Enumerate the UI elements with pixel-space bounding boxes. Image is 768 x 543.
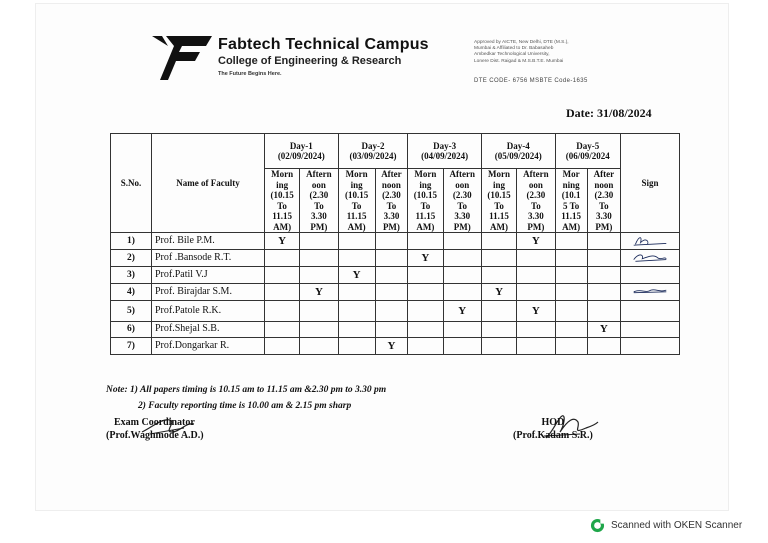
sign-cell: [621, 284, 680, 301]
table-row: [111, 233, 680, 250]
duty-cell: [408, 233, 443, 250]
faculty-name: Prof.Shejal S.B.: [152, 322, 265, 338]
slot-header: [338, 169, 375, 233]
duty-cell: [300, 301, 338, 322]
row-sno: 7): [111, 338, 152, 355]
slot-line: (10.15: [344, 190, 369, 200]
slot-line: To: [386, 200, 397, 211]
approval-text: [474, 40, 664, 65]
duty-cell: [265, 250, 300, 267]
duty-cell: [265, 322, 300, 338]
duty-cell: [587, 301, 620, 322]
slot-line: AM): [416, 221, 435, 232]
duty-cell: [265, 284, 300, 301]
duty-cell: Y: [300, 284, 338, 301]
table-row: [111, 301, 680, 322]
institute-codes: DTE CODE- 6756 MSBTE Code-1635: [474, 78, 588, 84]
document-date: Date: 31/08/2024: [566, 106, 652, 120]
faculty-name: Prof. Bile P.M.: [152, 233, 265, 250]
duty-cell: [481, 301, 516, 322]
duty-cell: [300, 250, 338, 267]
slot-line: ing: [276, 179, 289, 190]
duty-cell: [265, 267, 300, 284]
day-date: (04/09/2024): [421, 151, 469, 161]
duty-cell: [408, 322, 443, 338]
slot-line: 11.15: [415, 211, 436, 221]
slot-line: AM): [347, 221, 366, 232]
slot-line: 3.30: [595, 211, 612, 221]
slot-line: ing: [419, 179, 432, 190]
row-sno: 4): [111, 284, 152, 301]
exam-coordinator-title: Exam Coordinator: [114, 417, 195, 428]
slot-header: [408, 169, 443, 233]
duty-cell: Y: [443, 301, 481, 322]
table-row: [111, 284, 680, 301]
hod-block: [513, 416, 593, 442]
slot-line: Aftern: [523, 169, 549, 179]
slot-line: Morn: [271, 169, 294, 179]
duty-cell: [338, 233, 375, 250]
slot-line: 3.30: [454, 211, 471, 221]
day-label: Day-2: [361, 140, 385, 151]
slot-line: (10.15: [270, 190, 294, 200]
slot-line: To: [277, 200, 287, 211]
slot-header: [517, 169, 555, 233]
duty-cell: [481, 338, 516, 355]
duty-cell: [375, 284, 408, 301]
duty-cell: [408, 267, 443, 284]
table-row: [111, 322, 680, 338]
duty-cell: [481, 322, 516, 338]
schedule-table: [110, 133, 680, 355]
duty-cell: [517, 267, 555, 284]
exam-coordinator-block: [106, 416, 204, 442]
duty-cell: [300, 338, 338, 355]
duty-cell: [517, 284, 555, 301]
slot-line: (2.30: [309, 190, 329, 200]
slot-line: AM): [490, 221, 509, 232]
approval-line: Mumbai & Affiliated to Dr. Babasaheb: [474, 46, 554, 52]
duty-cell: [338, 338, 375, 355]
duty-cell: [587, 250, 620, 267]
duty-cell: [481, 267, 516, 284]
duty-cell: [443, 322, 481, 338]
slot-line: (2.30: [452, 190, 472, 200]
slot-line: Morn: [488, 169, 511, 179]
duty-cell: Y: [408, 250, 443, 267]
institute-name: Fabtech Technical Campus: [218, 36, 429, 53]
slot-line: noon: [381, 179, 401, 190]
slot-line: 3.30: [383, 211, 400, 221]
duty-cell: [587, 338, 620, 355]
duty-cell: [517, 338, 555, 355]
slot-line: AM): [562, 221, 581, 232]
day-date: (03/09/2024): [349, 151, 397, 161]
duty-cell: [408, 338, 443, 355]
slot-header: [555, 169, 587, 233]
duty-cell: [408, 301, 443, 322]
day-date: (06/09/2024: [565, 151, 610, 161]
sign-cell: [621, 301, 680, 322]
duty-cell: [555, 233, 587, 250]
slot-line: Aftern: [449, 169, 475, 179]
duty-cell: [265, 301, 300, 322]
slot-header: [443, 169, 481, 233]
slot-line: PM): [595, 221, 613, 232]
duty-cell: [338, 284, 375, 301]
row-sno: 1): [111, 233, 152, 250]
hod-title: HOD: [541, 417, 565, 428]
duty-cell: [375, 267, 408, 284]
duty-cell: [375, 301, 408, 322]
day-header: [338, 134, 408, 169]
faculty-signature: [629, 251, 671, 263]
row-sno: 6): [111, 322, 152, 338]
duty-cell: [555, 267, 587, 284]
duty-cell: [555, 250, 587, 267]
day-header: [555, 134, 620, 169]
duty-cell: [408, 284, 443, 301]
day-date: (02/09/2024): [277, 151, 325, 161]
duty-cell: [375, 250, 408, 267]
slot-line: ning: [562, 179, 580, 190]
slot-line: After: [381, 169, 402, 179]
day-header: [481, 134, 555, 169]
slot-line: 3.30: [527, 211, 544, 221]
tagline: The Future Begins Here.: [218, 71, 282, 77]
duty-cell: [338, 322, 375, 338]
slot-line: Aftern: [306, 169, 332, 179]
day-label: Day-3: [433, 140, 457, 151]
duty-cell: Y: [375, 338, 408, 355]
duty-cell: [481, 250, 516, 267]
day-date: (05/09/2024): [494, 151, 542, 161]
faculty-signature: [629, 234, 671, 246]
faculty-name: Prof.Patil V.J: [152, 267, 265, 284]
sign-header: Sign: [621, 134, 680, 233]
college-name: College of Engineering & Research: [218, 55, 402, 67]
duty-cell: [375, 233, 408, 250]
day-label: Day-1: [289, 140, 313, 151]
duty-cell: Y: [338, 267, 375, 284]
duty-cell: Y: [587, 322, 620, 338]
duty-cell: [443, 233, 481, 250]
institute-header: [218, 36, 429, 77]
slot-header: [481, 169, 516, 233]
slot-line: Mor: [562, 169, 580, 179]
approval-line: Lonere Dist. Raigad & M.S.B.T.E. Mumbai: [474, 58, 564, 64]
sno-header: S.No.: [111, 134, 152, 233]
duty-cell: [517, 250, 555, 267]
duty-cell: [443, 267, 481, 284]
day-label: Day-5: [576, 140, 600, 151]
notes: [106, 382, 386, 414]
faculty-name-header: Name of Faculty: [152, 134, 265, 233]
slot-line: 5 To: [563, 200, 580, 211]
table-row: [111, 267, 680, 284]
faculty-name: Prof.Patole R.K.: [152, 301, 265, 322]
slot-line: To: [494, 200, 504, 211]
slot-line: To: [420, 200, 431, 211]
duty-cell: [443, 284, 481, 301]
day-header: [265, 134, 339, 169]
slot-header: [265, 169, 300, 233]
slot-line: After: [593, 169, 615, 179]
duty-cell: [555, 301, 587, 322]
duty-cell: [587, 284, 620, 301]
scanner-text: Scanned with OKEN Scanner: [611, 520, 743, 531]
duty-cell: Y: [481, 284, 516, 301]
slot-line: 11.15: [561, 211, 582, 221]
approval-line: Ambedkar Technological University,: [474, 52, 550, 58]
slot-line: To: [351, 200, 362, 211]
slot-line: ing: [350, 179, 363, 190]
slot-line: To: [531, 200, 541, 211]
row-sno: 5): [111, 301, 152, 322]
table-row: [111, 338, 680, 355]
note-line-1: Note: 1) All papers timing is 10.15 am to 11.15 am &2.30 pm to 3.30 pm: [106, 385, 387, 395]
duty-cell: [338, 250, 375, 267]
slot-line: (2.30: [526, 190, 546, 200]
row-sno: 2): [111, 250, 152, 267]
sign-cell: [621, 250, 680, 267]
slot-line: Morn: [414, 169, 437, 179]
duty-cell: [555, 284, 587, 301]
slot-line: noon: [594, 179, 614, 190]
slot-line: ing: [493, 179, 506, 190]
faculty-name: Prof .Bansode R.T.: [152, 250, 265, 267]
duty-cell: [555, 322, 587, 338]
duty-cell: [300, 322, 338, 338]
day-header: [408, 134, 482, 169]
duty-cell: [587, 267, 620, 284]
slot-line: 11.15: [489, 211, 509, 221]
slot-line: (10.1: [561, 190, 581, 200]
hod-name: (Prof.Kadam S.R.): [513, 430, 593, 441]
duty-cell: [265, 338, 300, 355]
duty-cell: [375, 322, 408, 338]
duty-cell: [587, 233, 620, 250]
duty-cell: [481, 233, 516, 250]
slot-line: (10.15: [413, 190, 438, 200]
slot-line: PM): [382, 221, 400, 232]
day-label: Day-4: [506, 140, 530, 151]
sign-cell: [621, 267, 680, 284]
sign-cell: [621, 233, 680, 250]
slot-header: [587, 169, 620, 233]
slot-line: PM): [310, 221, 328, 232]
slot-line: (2.30: [382, 190, 401, 200]
sign-cell: [621, 322, 680, 338]
table-row: [111, 250, 680, 267]
slot-line: To: [598, 200, 609, 211]
exam-coordinator-name: (Prof.Waghmode A.D.): [106, 430, 204, 441]
slot-header: [300, 169, 338, 233]
duty-cell: [443, 338, 481, 355]
duty-cell: Y: [517, 233, 555, 250]
slot-line: PM): [453, 221, 471, 232]
slot-line: (2.30: [594, 190, 614, 200]
sign-cell: [621, 338, 680, 355]
approval-line: Approved by AICTE, New Delhi, DTE (M.S.),: [474, 40, 569, 45]
slot-line: oon: [528, 179, 543, 190]
slot-line: (10.15: [487, 190, 511, 200]
faculty-name: Prof. Birajdar S.M.: [152, 284, 265, 301]
duty-cell: [555, 338, 587, 355]
duty-cell: Y: [517, 301, 555, 322]
slot-line: 3.30: [311, 211, 327, 221]
note-line-2: 2) Faculty reporting time is 10.00 am & 2.15 pm sharp: [138, 401, 352, 411]
duty-cell: [443, 250, 481, 267]
duty-cell: [517, 322, 555, 338]
faculty-signature: [629, 285, 671, 297]
slot-line: Morn: [345, 169, 368, 179]
slot-line: To: [457, 200, 468, 211]
row-sno: 3): [111, 267, 152, 284]
slot-header: [375, 169, 408, 233]
slot-line: AM): [273, 221, 292, 232]
slot-line: 11.15: [272, 211, 292, 221]
faculty-name: Prof.Dongarkar R.: [152, 338, 265, 355]
duty-cell: [300, 267, 338, 284]
duty-cell: Y: [265, 233, 300, 250]
slot-line: oon: [455, 179, 470, 190]
slot-line: 11.15: [346, 211, 367, 221]
fabtech-logo-icon: [152, 34, 214, 82]
duty-cell: [300, 233, 338, 250]
slot-line: PM): [527, 221, 545, 232]
slot-line: oon: [311, 179, 326, 190]
scanner-logo-icon: [590, 518, 605, 533]
duty-cell: [338, 301, 375, 322]
slot-line: To: [314, 200, 324, 211]
day-header-row: [111, 134, 680, 169]
scanner-watermark: [590, 518, 742, 533]
